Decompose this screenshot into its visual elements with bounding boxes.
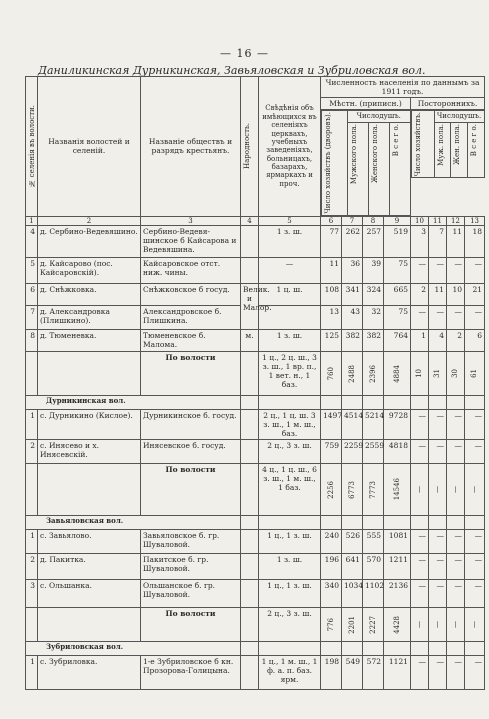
section-row (26, 396, 485, 410)
table-row (26, 226, 485, 258)
section-cell (429, 396, 447, 410)
section-cell (259, 642, 321, 656)
village-name: д. Александровка (Плишкино). (38, 306, 141, 330)
value-v9: 665 (384, 284, 411, 306)
value-v7: 549 (342, 656, 363, 690)
total-v7 (342, 608, 363, 642)
nationality-m-text: м. (245, 331, 254, 340)
total-v11 (429, 608, 447, 642)
value-v13: — (465, 306, 485, 330)
value-v10: 2 (411, 284, 429, 306)
total-institutions: 1 ц., 2 ц. ш., 3 з. ш., 1 вр. п., 1 вет. н., 1 баз. (259, 352, 321, 396)
header-col-9: В с е г о. (391, 124, 400, 157)
institutions: 1 ц., 1 м. ш., 1 ф. а. п. баз. ярм. (259, 656, 321, 690)
value-v9: 1081 (384, 530, 411, 554)
section-cell (241, 396, 259, 410)
section-cell (411, 516, 429, 530)
total-nar (241, 352, 259, 396)
header-col-11: Муж. пола. (436, 124, 445, 166)
institutions: 2 ц., 3 з. ш. (259, 440, 321, 464)
table-row (26, 580, 485, 608)
value-v10: — (411, 410, 429, 440)
row-number: 2 (26, 554, 38, 580)
total-nar (241, 464, 259, 516)
society-name: Инясевское б. госуд. (141, 440, 241, 464)
total-v9-value: 14546 (392, 478, 401, 501)
total-blank (26, 464, 38, 516)
value-v6: 759 (321, 440, 342, 464)
village-name: с. Завьялово. (38, 530, 141, 554)
header-col-8: Женского пола. (370, 124, 379, 184)
value-v10: 1 (411, 330, 429, 352)
section-cell (259, 516, 321, 530)
value-v6: 77 (321, 226, 342, 258)
village-name: с. Зубриловка. (38, 656, 141, 690)
value-v11: — (429, 258, 447, 284)
section-cell (363, 396, 384, 410)
value-v12: — (447, 656, 465, 690)
value-v8: 324 (363, 284, 384, 306)
row-number: 8 (26, 330, 38, 352)
village-name: с. Дурникино (Кислое). (38, 410, 141, 440)
value-v8: 555 (363, 530, 384, 554)
header-col-7: Мужского пола. (350, 124, 358, 185)
value-v12: — (447, 258, 465, 284)
header-col-2: Названія волостей и селеній. (38, 77, 141, 217)
value-v11: 4 (429, 330, 447, 352)
value-v12: — (447, 440, 465, 464)
value-v10: — (411, 530, 429, 554)
value-v7: 36 (342, 258, 363, 284)
value-v7: 1034 (342, 580, 363, 608)
section-cell (241, 642, 259, 656)
section-row (26, 516, 485, 530)
section-cell (384, 396, 411, 410)
society-name: 1-е Зубриловское б кн. Прозорова-Голицына. (141, 656, 241, 690)
value-v11: — (429, 440, 447, 464)
village-name: д. Кайсарово (пос. Кайсаровскій). (38, 258, 141, 284)
statistics-table (25, 76, 485, 690)
total-v11-value: — (433, 621, 442, 628)
value-v6: 13 (321, 306, 342, 330)
value-v6: 340 (321, 580, 342, 608)
total-row (26, 464, 485, 516)
table-row (26, 656, 485, 690)
institutions: 1 з. ш. (259, 554, 321, 580)
section-cell (411, 396, 429, 410)
value-v9: 75 (384, 306, 411, 330)
total-v9 (384, 464, 411, 516)
header-col-10: Число хозяйствъ. (413, 112, 422, 177)
value-v11: — (429, 580, 447, 608)
total-v10 (411, 464, 429, 516)
value-v12: 11 (447, 226, 465, 258)
total-v11-value: — (433, 486, 442, 493)
total-v13 (465, 352, 485, 396)
value-v9: 519 (384, 226, 411, 258)
table-row (26, 410, 485, 440)
village-name: с. Инясево и х. Инясевскій. (38, 440, 141, 464)
nationality-blank (241, 580, 259, 608)
total-blank2 (38, 464, 141, 516)
total-v9 (384, 608, 411, 642)
nationality-blank (241, 258, 259, 284)
header-local: Мѣстн. (приписн.) (321, 98, 411, 110)
total-v8-value: 2227 (368, 615, 377, 634)
total-v12 (447, 464, 465, 516)
value-v13: 18 (465, 226, 485, 258)
value-v7: 382 (342, 330, 363, 352)
value-v9: 75 (384, 258, 411, 284)
nationality-text: Велик. и Малор. (243, 285, 272, 312)
header-col-3: Названіе обществъ и разрядъ крестьянъ. (141, 77, 241, 217)
value-v6: 108 (321, 284, 342, 306)
total-v13-value: — (470, 621, 479, 628)
village-name: с. Ольшанка. (38, 580, 141, 608)
value-v6: 11 (321, 258, 342, 284)
row-number: 5 (26, 258, 38, 284)
page-number: — 16 — (220, 47, 269, 60)
total-v7 (342, 464, 363, 516)
value-v8: 2559 (363, 440, 384, 464)
value-v6: 240 (321, 530, 342, 554)
value-v11: — (429, 656, 447, 690)
value-v12: — (447, 410, 465, 440)
value-v10: 3 (411, 226, 429, 258)
total-blank (26, 608, 38, 642)
institutions: 1 ц. ш. (259, 284, 321, 306)
section-cell (384, 516, 411, 530)
value-v9: 2136 (384, 580, 411, 608)
total-v12-value: — (451, 621, 460, 628)
header-col-12: Жен. пола. (453, 124, 462, 165)
header-count-sub: Числодушъ. (348, 111, 411, 123)
value-v8: 382 (363, 330, 384, 352)
total-v9 (384, 352, 411, 396)
value-v13: — (465, 580, 485, 608)
total-v9-value: 4884 (392, 364, 401, 383)
total-v6-value: 760 (326, 366, 335, 381)
village-name: д. Тюменевка. (38, 330, 141, 352)
total-v6-value: 2256 (326, 480, 335, 499)
row-number: 7 (26, 306, 38, 330)
village-name: д. Пакитка. (38, 554, 141, 580)
value-v12: 10 (447, 284, 465, 306)
value-v10: — (411, 258, 429, 284)
section-title: Дурникинская вол. (26, 396, 241, 410)
section-cell (465, 516, 485, 530)
section-cell (342, 516, 363, 530)
value-v12: — (447, 306, 465, 330)
value-v9: 4818 (384, 440, 411, 464)
total-v7-value: 6773 (347, 480, 356, 499)
value-v8: 5214 (363, 410, 384, 440)
header-col-13: В с е г о. (469, 124, 478, 157)
total-v8 (363, 464, 384, 516)
header-count-sub2: Числодушъ. (434, 111, 484, 123)
section-cell (429, 642, 447, 656)
total-v13-value: 61 (470, 369, 479, 378)
value-v13: — (465, 656, 485, 690)
row-number: 1 (26, 656, 38, 690)
row-number: 1 (26, 410, 38, 440)
value-v11: — (429, 554, 447, 580)
total-v7 (342, 352, 363, 396)
section-cell (363, 516, 384, 530)
value-v13: — (465, 554, 485, 580)
society-name: Александровское б. Плишкина. (141, 306, 241, 330)
society-name: Снѣжковское б госуд. (141, 284, 241, 306)
value-v7: 641 (342, 554, 363, 580)
table-row (26, 330, 485, 352)
value-v12: — (447, 554, 465, 580)
society-name: Пакитское б. гр. Шуваловой. (141, 554, 241, 580)
total-blank (26, 352, 38, 396)
total-v10 (411, 352, 429, 396)
value-v10: — (411, 656, 429, 690)
value-v8: 257 (363, 226, 384, 258)
institutions: 1 з. ш. (259, 330, 321, 352)
section-cell (241, 516, 259, 530)
society-name: Завьяловское б. гр. Шуваловой. (141, 530, 241, 554)
value-v8: 39 (363, 258, 384, 284)
nationality-blank (241, 656, 259, 690)
value-v13: 21 (465, 284, 485, 306)
institutions: — (259, 258, 321, 284)
value-v10: — (411, 580, 429, 608)
section-cell (429, 516, 447, 530)
value-v8: 1102 (363, 580, 384, 608)
total-v11 (429, 352, 447, 396)
section-cell (447, 516, 465, 530)
section-title: Завьяловская вол. (26, 516, 241, 530)
nationality-blank (241, 440, 259, 464)
total-v8 (363, 608, 384, 642)
total-v12-value: — (451, 486, 460, 493)
total-label: По волости (141, 608, 241, 642)
total-v8-value: 7773 (368, 480, 377, 499)
column-number-row: 1 2 3 4 5 6 7 8 9 10 11 12 13 (26, 216, 485, 225)
header-col-1: № селенія въ волости. (26, 77, 38, 217)
value-v8: 572 (363, 656, 384, 690)
total-row (26, 608, 485, 642)
society-name: Сербино-Ведевя-шинское б Кайсарова и Ведевяшина. (141, 226, 241, 258)
section-cell (321, 642, 342, 656)
total-v13 (465, 464, 485, 516)
nationality-blank (241, 530, 259, 554)
value-v11: 11 (429, 284, 447, 306)
value-v7: 341 (342, 284, 363, 306)
value-v6: 198 (321, 656, 342, 690)
row-number: 6 (26, 284, 38, 306)
value-v7: 262 (342, 226, 363, 258)
nationality-blank (241, 554, 259, 580)
section-cell (384, 642, 411, 656)
nationality-blank (241, 410, 259, 440)
value-v7: 43 (342, 306, 363, 330)
section-cell (465, 396, 485, 410)
society-name: Кайсаровское отст. ниж. чины. (141, 258, 241, 284)
section-cell (321, 516, 342, 530)
value-v9: 9728 (384, 410, 411, 440)
section-title: Зубриловская вол. (26, 642, 241, 656)
total-v10-value: — (415, 621, 424, 628)
value-v7: 526 (342, 530, 363, 554)
section-row (26, 642, 485, 656)
section-cell (447, 396, 465, 410)
header-population: Численность населенія по даннымъ за 1911 годъ. (321, 77, 485, 98)
society-name: Дурникинское б. госуд. (141, 410, 241, 440)
nationality (241, 284, 272, 330)
value-v6: 1497 (321, 410, 342, 440)
institutions: 2 ц., 1 ц. ш. 3 з. ш., 1 м. ш., баз. (259, 410, 321, 440)
value-v12: — (447, 530, 465, 554)
institutions: 1 з. ш. (259, 226, 321, 258)
total-v11-value: 31 (433, 369, 442, 378)
value-v10: — (411, 306, 429, 330)
header-col-5: Свѣдѣнія объ имѣющихся въ селеніяхъ церквахъ, учебныхъ заведеніяхъ, больницахъ, базарахъ, ярмаркахъ и проч. (259, 77, 321, 217)
value-v10: — (411, 554, 429, 580)
society-name: Тюменевское б. Малома. (141, 330, 241, 352)
village-name: д. Сербино-Ведевяшино. (38, 226, 141, 258)
value-v12: — (447, 580, 465, 608)
total-v6-value: 776 (326, 617, 335, 632)
value-v13: — (465, 410, 485, 440)
total-row (26, 352, 485, 396)
value-v6: 196 (321, 554, 342, 580)
value-v10: — (411, 440, 429, 464)
table-row (26, 284, 485, 306)
section-cell (342, 396, 363, 410)
row-number: 1 (26, 530, 38, 554)
total-institutions: 2 ц., 3 з. ш. (259, 608, 321, 642)
total-v10 (411, 608, 429, 642)
total-v10-value: — (415, 486, 424, 493)
table-row (26, 530, 485, 554)
total-label: По волости (141, 352, 241, 396)
total-nar (241, 608, 259, 642)
value-v9: 1121 (384, 656, 411, 690)
village-name: д. Снѣжковка. (38, 284, 141, 306)
value-v8: 570 (363, 554, 384, 580)
total-v6 (321, 464, 342, 516)
table-row (26, 258, 485, 284)
value-v7: 2259 (342, 440, 363, 464)
table-row (26, 440, 485, 464)
header-col-6: Число хозяйствъ (дворовъ). (324, 112, 332, 214)
nationality-m (241, 330, 259, 352)
value-v9: 764 (384, 330, 411, 352)
total-v12 (447, 352, 465, 396)
institutions: 1 ц., 1 з. ш. (259, 580, 321, 608)
value-v13: — (465, 530, 485, 554)
value-v11: — (429, 306, 447, 330)
row-number: 4 (26, 226, 38, 258)
table-body (26, 226, 485, 690)
total-v7-value: 2488 (347, 364, 356, 383)
value-v13: — (465, 440, 485, 464)
value-v8: 32 (363, 306, 384, 330)
total-v13-value: — (470, 486, 479, 493)
value-v11: — (429, 410, 447, 440)
total-v8 (363, 352, 384, 396)
total-v6 (321, 352, 342, 396)
section-cell (363, 642, 384, 656)
total-v8-value: 2396 (368, 364, 377, 383)
value-v7: 4514 (342, 410, 363, 440)
row-number: 3 (26, 580, 38, 608)
total-institutions: 4 ц., 1 ц. ш., 6 з. ш., 1 м. ш., 1 баз. (259, 464, 321, 516)
total-v7-value: 2201 (347, 615, 356, 634)
total-v12 (447, 608, 465, 642)
header-outside: Постороннихъ. (411, 98, 485, 110)
total-blank2 (38, 352, 141, 396)
value-v9: 1211 (384, 554, 411, 580)
total-v12-value: 30 (451, 369, 460, 378)
table-row (26, 554, 485, 580)
section-cell (342, 642, 363, 656)
institutions: 1 ц., 1 з. ш. (259, 530, 321, 554)
value-v6: 125 (321, 330, 342, 352)
section-cell (465, 642, 485, 656)
total-v6 (321, 608, 342, 642)
total-v10-value: 10 (415, 369, 424, 378)
value-v13: — (465, 258, 485, 284)
section-cell (411, 642, 429, 656)
society-name: Ольшанское б. гр. Шуваловой. (141, 580, 241, 608)
nationality-blank (241, 226, 259, 258)
page-title: Даниликинская Дурникинская, Завьяловская и Зубриловская вол. (38, 64, 426, 77)
header-col-4: Народность. (241, 77, 259, 217)
total-blank2 (38, 608, 141, 642)
section-cell (259, 396, 321, 410)
value-v11: — (429, 530, 447, 554)
total-v13 (465, 608, 485, 642)
value-v12: 2 (447, 330, 465, 352)
total-v9-value: 4428 (392, 615, 401, 634)
section-cell (447, 642, 465, 656)
value-v11: 7 (429, 226, 447, 258)
value-v13: 6 (465, 330, 485, 352)
section-cell (321, 396, 342, 410)
row-number: 2 (26, 440, 38, 464)
total-v11 (429, 464, 447, 516)
total-label: По волости (141, 464, 241, 516)
